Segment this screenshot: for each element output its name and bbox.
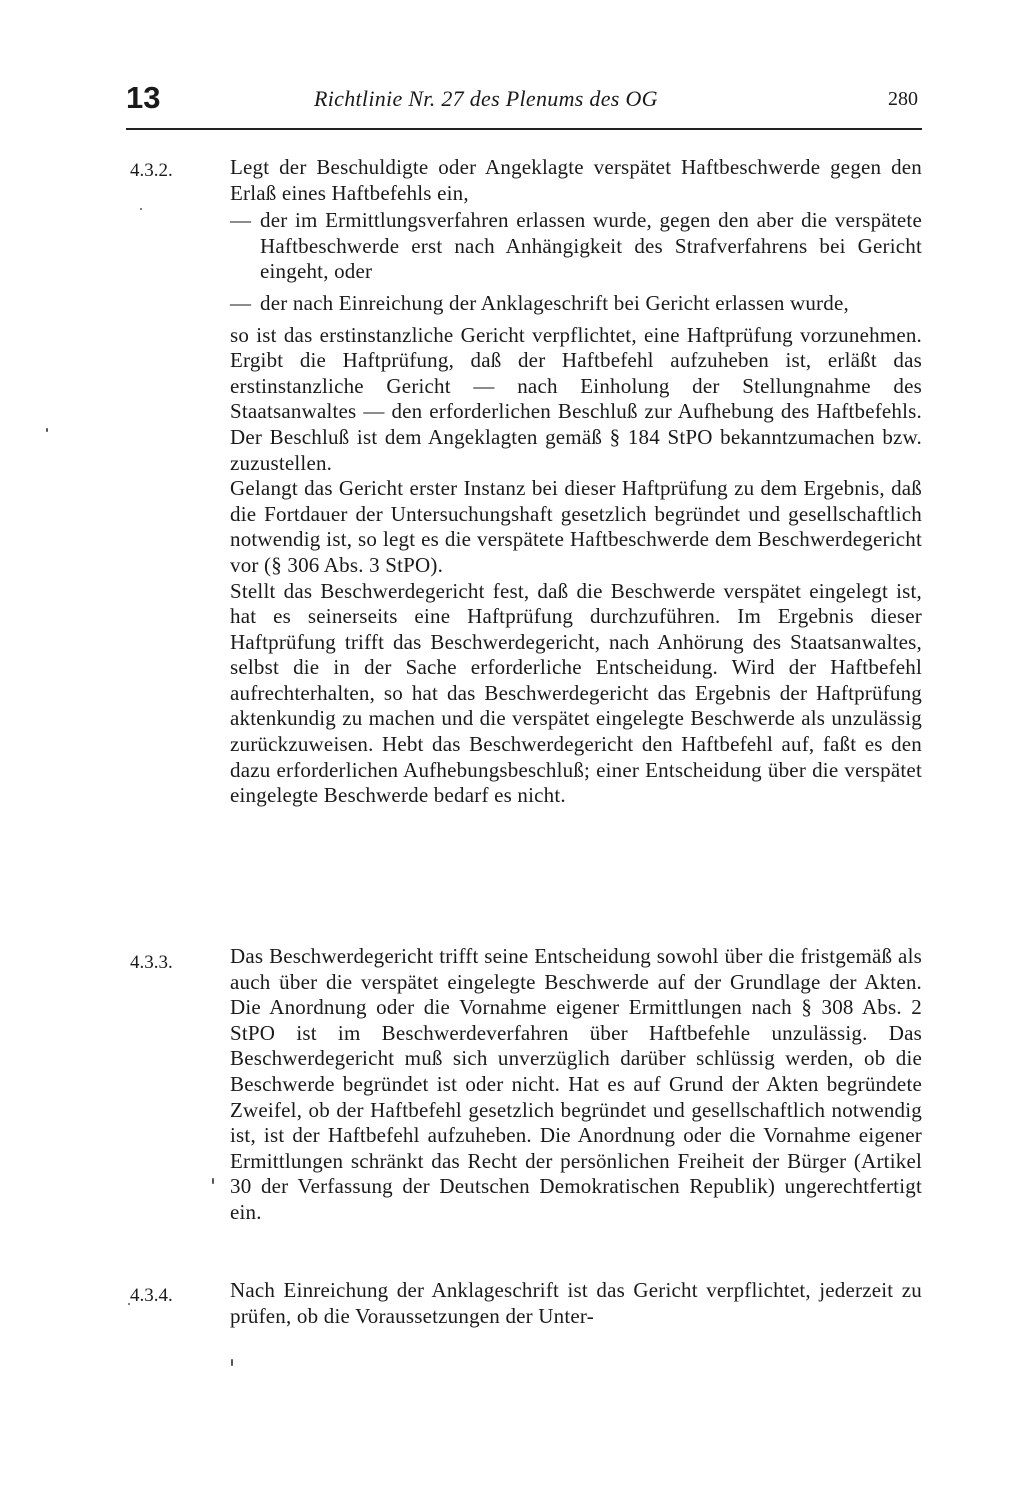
running-header — [126, 80, 922, 120]
dash-list-item — [230, 291, 922, 317]
scan-speck — [128, 1303, 130, 1305]
dash-marker: — — [230, 208, 252, 233]
section-4-3-2 — [230, 155, 922, 809]
section-4-3-2-intro: Legt der Beschuldigte oder Angeklagte verspätet Haftbeschwerde gegen den Erlaß eines Haftbefehls ein, — [230, 155, 922, 205]
scan-speck — [140, 208, 142, 210]
page-number: 280 — [888, 88, 918, 110]
section-number-4-3-2: 4.3.2. — [130, 160, 173, 181]
dash-list-item-text: der nach Einreichung der Anklageschrift bei Gericht erlassen wurde, — [260, 290, 849, 315]
section-4-3-2-paragraph-1: so ist das erstinstanzliche Gericht verpflichtet, eine Haftprüfung vorzunehmen. Ergibt die Haftprüfung, daß der Haftbefehl aufzuheben ist, erläßt das erstinstanzliche Gericht — nach Einholung der Stellungnahme des Staatsanwaltes — den erforderlichen Beschluß zur Aufhebung des Haftbefehls. Der Beschluß ist dem Angeklagten gemäß § 184 StPO bekanntzumachen bzw. zuzustellen. — [230, 322, 922, 475]
running-title: Richtlinie Nr. 27 des Plenums des OG — [314, 86, 658, 111]
section-4-3-4-text: Nach Einreichung der Anklageschrift ist das Gericht verpflichtet, jederzeit zu prüfen, ob die Voraussetzungen der Unter- — [230, 1278, 922, 1328]
dash-marker: — — [230, 290, 252, 315]
section-4-3-3-text: Das Beschwerdegericht trifft seine Entscheidung sowohl über die fristgemäß als auch über die verspätet eingelegte Beschwerde auf der Grundlage der Akten. Die Anordnung oder die Vornahme eigener Ermittlungen nach § 308 Abs. 2 StPO ist im Beschwerdeverfahren über Haftbefehle unzulässig. Das Beschwerdegericht muß sich unverzüglich darüber schlüssig werden, ob die Beschwerde begründet ist oder nicht. Hat es auf Grund der Akten begründete Zweifel, ob der Haftbefehl gesetzlich begründet und gesellschaftlich notwendig ist, ist der Haftbefehl aufzuheben. Die Anordnung oder die Vornahme eigener Ermittlungen schränkt das Recht der persönlichen Freiheit der Bürger (Artikel 30 der Verfassung der Deutschen Demokratischen Republik) ungerechtfertigt ein. — [230, 944, 922, 1224]
scan-speck — [231, 1359, 233, 1366]
section-4-3-2-paragraph-2: Gelangt das Gericht erster Instanz bei dieser Haftprüfung zu dem Ergebnis, daß die Fortdauer der Untersuchungshaft gesetzlich begründet und gesellschaftlich notwendig ist, so legt es die verspätete Haftbeschwerde dem Beschwerdegericht vor (§ 306 Abs. 3 StPO). — [230, 476, 922, 577]
scan-speck — [46, 428, 48, 432]
dash-list-item — [230, 208, 922, 285]
scan-speck — [212, 1178, 214, 1184]
header-rule — [126, 128, 922, 130]
section-number-4-3-3: 4.3.3. — [130, 952, 173, 973]
chapter-number: 13 — [126, 80, 161, 115]
section-4-3-2-paragraph-3: Stellt das Beschwerdegericht fest, daß die Beschwerde verspätet eingelegt ist, hat es seinerseits eine Haftprüfung durchzuführen. Im Ergebnis dieser Haftprüfung trifft das Beschwerdegericht, nach Anhörung des Staatsanwaltes, selbst die in der Sache erforderliche Entscheidung. Wird der Haftbefehl aufrechterhalten, so hat das Beschwerdegericht das Ergebnis der Haftprüfung aktenkundig zu machen und die verspätet eingelegte Beschwerde als unzulässig zurückzuweisen. Hebt das Beschwerdegericht den Haftbefehl auf, faßt es den dazu erforderlichen Aufhebungsbeschluß; einer Entscheidung über die verspätet eingelegte Beschwerde bedarf es nicht. — [230, 578, 922, 808]
section-4-3-3 — [230, 944, 922, 1226]
dash-list-item-text: der im Ermittlungsverfahren erlassen wurde, gegen den aber die verspätete Haftbeschwerde erst nach Anhängigkeit des Strafverfahrens bei Gericht eingeht, oder — [260, 208, 922, 284]
section-4-3-4 — [230, 1278, 922, 1329]
section-number-4-3-4: 4.3.4. — [130, 1285, 173, 1306]
